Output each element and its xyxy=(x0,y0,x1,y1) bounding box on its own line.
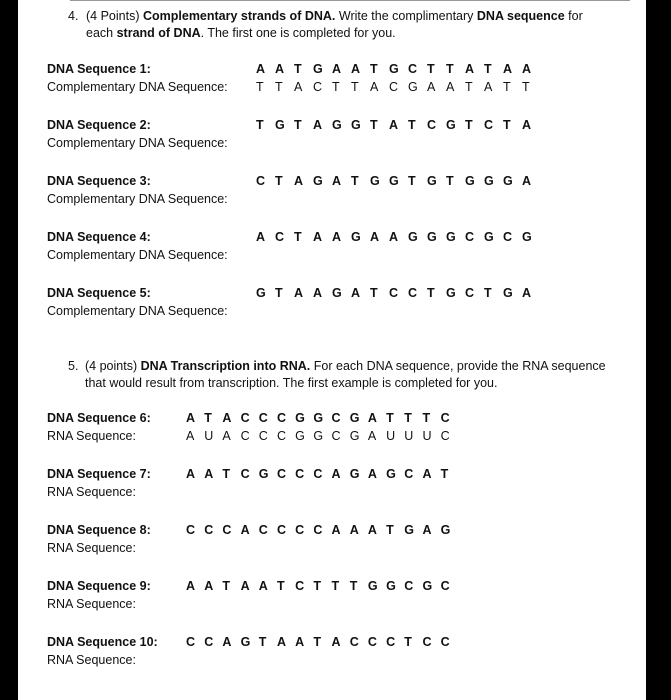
nucleotide-base: A xyxy=(332,62,342,76)
nucleotide-base: T xyxy=(313,635,321,649)
nucleotide-base: T xyxy=(275,286,283,300)
nucleotide-base: G xyxy=(275,118,285,132)
nucleotide-base: A xyxy=(351,62,361,76)
nucleotide-base: A xyxy=(389,230,399,244)
nucleotide-base: A xyxy=(295,635,305,649)
nucleotide-base: C xyxy=(503,230,513,244)
nucleotide-base: C xyxy=(484,118,494,132)
dna-row-sequence xyxy=(256,229,541,246)
nucleotide-base: A xyxy=(186,579,196,593)
nucleotide-base: C xyxy=(440,429,450,443)
dna-row-sub-label: Complementary DNA Sequence: xyxy=(47,80,228,94)
nucleotide-base: A xyxy=(313,118,323,132)
nucleotide-base: T xyxy=(404,635,412,649)
nucleotide-base: A xyxy=(240,579,250,593)
nucleotide-base: T xyxy=(294,230,302,244)
nucleotide-base: A xyxy=(276,635,286,649)
nucleotide-base: T xyxy=(440,467,449,481)
nucleotide-base: T xyxy=(484,62,492,76)
nucleotide-base: A xyxy=(313,230,323,244)
nucleotide-base: A xyxy=(522,174,532,188)
nucleotide-base: A xyxy=(370,80,379,94)
nucleotide-base: T xyxy=(386,411,394,425)
nucleotide-base: C xyxy=(258,429,268,443)
nucleotide-base: A xyxy=(256,62,266,76)
nucleotide-base: T xyxy=(332,80,340,94)
dna-row-sequence xyxy=(256,173,541,190)
nucleotide-base: T xyxy=(427,62,435,76)
nucleotide-base: A xyxy=(351,286,361,300)
rna-row-sequence xyxy=(186,634,459,651)
nucleotide-base: C xyxy=(240,429,250,443)
nucleotide-base: A xyxy=(313,286,323,300)
nucleotide-base: T xyxy=(446,174,454,188)
nucleotide-base: C xyxy=(408,62,418,76)
nucleotide-base: C xyxy=(295,467,305,481)
nucleotide-base: T xyxy=(522,80,530,94)
nucleotide-base: T xyxy=(408,118,416,132)
nucleotide-base: T xyxy=(276,579,285,593)
nucleotide-base: C xyxy=(389,286,399,300)
q4-text: for xyxy=(568,9,583,23)
nucleotide-base: T xyxy=(222,467,231,481)
nucleotide-base: T xyxy=(446,62,454,76)
nucleotide-base: A xyxy=(256,230,266,244)
nucleotide-base: G xyxy=(332,286,342,300)
q5-points: (4 points) xyxy=(85,359,138,373)
nucleotide-base: T xyxy=(465,80,473,94)
nucleotide-base: T xyxy=(427,286,435,300)
nucleotide-base: A xyxy=(522,62,532,76)
rna-row-sequence xyxy=(186,522,459,539)
nucleotide-base: T xyxy=(349,579,358,593)
nucleotide-base: T xyxy=(370,62,378,76)
q5-text: that would result from transcription. The first example is completed for you. xyxy=(85,376,498,390)
nucleotide-base: U xyxy=(422,429,432,443)
nucleotide-base: A xyxy=(222,411,232,425)
nucleotide-base: A xyxy=(422,523,432,537)
nucleotide-base: G xyxy=(295,411,305,425)
nucleotide-base: C xyxy=(258,411,268,425)
nucleotide-base: G xyxy=(427,230,437,244)
nucleotide-base: T xyxy=(275,80,283,94)
nucleotide-base: C xyxy=(204,635,214,649)
dna-row-label: DNA Sequence 3: xyxy=(47,174,151,188)
rna-row-sequence xyxy=(186,410,459,427)
nucleotide-base: C xyxy=(276,411,286,425)
nucleotide-base: G xyxy=(351,230,361,244)
nucleotide-base: G xyxy=(256,286,266,300)
nucleotide-base: G xyxy=(386,467,396,481)
nucleotide-base: G xyxy=(503,286,513,300)
nucleotide-base: T xyxy=(204,411,212,425)
nucleotide-base: G xyxy=(370,174,380,188)
nucleotide-base: C xyxy=(186,523,196,537)
nucleotide-base: C xyxy=(276,429,286,443)
nucleotide-base: A xyxy=(349,523,359,537)
nucleotide-base: G xyxy=(351,118,361,132)
nucleotide-base: A xyxy=(294,80,303,94)
nucleotide-base: G xyxy=(422,579,433,593)
dna-row-sub-label: Complementary DNA Sequence: xyxy=(47,192,228,206)
nucleotide-base: T xyxy=(256,80,264,94)
nucleotide-base: G xyxy=(408,230,418,244)
nucleotide-base: C xyxy=(440,579,450,593)
rna-row-sub-label: RNA Sequence: xyxy=(47,653,136,667)
dna-row-sub-label: Complementary DNA Sequence: xyxy=(47,136,228,150)
question-5-heading xyxy=(68,358,638,392)
nucleotide-base: C xyxy=(313,80,323,94)
nucleotide-base: T xyxy=(503,80,511,94)
dna-row-sub-label: Complementary DNA Sequence: xyxy=(47,248,228,262)
q5-text: For each DNA sequence, provide the RNA sequence xyxy=(313,359,606,373)
nucleotide-base: A xyxy=(186,429,195,443)
q5-number: 5. xyxy=(68,359,79,373)
nucleotide-base: C xyxy=(313,467,323,481)
nucleotide-base: G xyxy=(484,174,494,188)
nucleotide-base: A xyxy=(222,429,231,443)
photo-edge-left xyxy=(0,0,18,700)
rna-row-label: DNA Sequence 6: xyxy=(47,411,151,425)
nucleotide-base: C xyxy=(295,579,305,593)
photo-edge-right xyxy=(646,0,671,700)
nucleotide-base: C xyxy=(276,467,286,481)
nucleotide-base: T xyxy=(484,286,492,300)
nucleotide-base: C xyxy=(258,523,268,537)
nucleotide-base: T xyxy=(256,118,264,132)
nucleotide-base: G xyxy=(313,429,324,443)
nucleotide-base: A xyxy=(204,579,214,593)
nucleotide-base: A xyxy=(446,80,455,94)
nucleotide-base: G xyxy=(386,579,396,593)
nucleotide-base: A xyxy=(522,286,532,300)
nucleotide-base: C xyxy=(422,635,432,649)
nucleotide-base: T xyxy=(370,118,378,132)
nucleotide-base: T xyxy=(351,174,359,188)
nucleotide-base: A xyxy=(332,174,342,188)
nucleotide-base: C xyxy=(367,635,377,649)
nucleotide-base: A xyxy=(240,523,250,537)
nucleotide-base: A xyxy=(275,62,285,76)
nucleotide-base: G xyxy=(349,429,360,443)
nucleotide-base: U xyxy=(386,429,396,443)
nucleotide-base: C xyxy=(331,411,341,425)
q4-text: each xyxy=(86,26,114,40)
nucleotide-base: G xyxy=(446,118,456,132)
nucleotide-base: T xyxy=(370,286,378,300)
nucleotide-base: C xyxy=(389,80,399,94)
nucleotide-base: T xyxy=(404,411,412,425)
nucleotide-base: G xyxy=(404,523,414,537)
dna-row-label: DNA Sequence 4: xyxy=(47,230,151,244)
nucleotide-base: C xyxy=(349,635,359,649)
nucleotide-base: A xyxy=(222,635,232,649)
rna-row-sub-label: RNA Sequence: xyxy=(47,541,136,555)
nucleotide-base: C xyxy=(222,523,232,537)
nucleotide-base: G xyxy=(240,635,251,649)
dna-row-label: DNA Sequence 5: xyxy=(47,286,151,300)
nucleotide-base: A xyxy=(422,467,432,481)
nucleotide-base: G xyxy=(295,429,305,443)
nucleotide-base: T xyxy=(294,62,302,76)
nucleotide-base: G xyxy=(408,80,418,94)
nucleotide-base: A xyxy=(367,429,377,443)
nucleotide-base: T xyxy=(386,523,394,537)
nucleotide-base: A xyxy=(331,523,341,537)
nucleotide-base: G xyxy=(446,286,456,300)
q4-points: (4 Points) xyxy=(86,9,140,23)
nucleotide-base: T xyxy=(422,411,431,425)
nucleotide-base: T xyxy=(313,579,321,593)
nucleotide-base: G xyxy=(313,174,323,188)
dna-row-label: DNA Sequence 2: xyxy=(47,118,151,132)
nucleotide-base: A xyxy=(294,286,304,300)
nucleotide-base: C xyxy=(465,286,475,300)
nucleotide-base: A xyxy=(389,118,399,132)
nucleotide-base: T xyxy=(503,118,511,132)
nucleotide-base: T xyxy=(408,174,416,188)
nucleotide-base: G xyxy=(503,174,513,188)
nucleotide-base: G xyxy=(427,174,437,188)
nucleotide-base: A xyxy=(294,174,304,188)
nucleotide-base: C xyxy=(427,118,437,132)
q4-text: Write the complimentary xyxy=(338,9,474,23)
nucleotide-base: A xyxy=(370,230,380,244)
nucleotide-base: A xyxy=(367,467,377,481)
rna-row-label: DNA Sequence 10: xyxy=(47,635,158,649)
rna-row-sub-label: RNA Sequence: xyxy=(47,485,136,499)
nucleotide-base: C xyxy=(240,467,250,481)
rna-row-sub-label: RNA Sequence: xyxy=(47,597,136,611)
nucleotide-base: T xyxy=(294,118,302,132)
nucleotide-base: G xyxy=(313,411,324,425)
dna-row-sequence xyxy=(256,285,541,302)
nucleotide-base: T xyxy=(275,174,283,188)
rna-row-sub-label: RNA Sequence: xyxy=(47,429,136,443)
nucleotide-base: T xyxy=(351,80,359,94)
nucleotide-base: G xyxy=(389,62,399,76)
rna-row-answer-sequence xyxy=(186,428,459,445)
nucleotide-base: A xyxy=(484,80,493,94)
top-rule xyxy=(70,0,630,1)
nucleotide-base: C xyxy=(256,174,266,188)
nucleotide-base: A xyxy=(367,523,377,537)
q5-title: DNA Transcription into RNA. xyxy=(140,359,311,373)
nucleotide-base: C xyxy=(186,635,196,649)
dna-row-sequence xyxy=(256,117,541,134)
nucleotide-base: C xyxy=(440,635,450,649)
nucleotide-base: C xyxy=(313,523,323,537)
nucleotide-base: A xyxy=(367,411,377,425)
nucleotide-base: G xyxy=(349,467,360,481)
nucleotide-base: A xyxy=(204,467,214,481)
nucleotide-base: C xyxy=(404,579,414,593)
nucleotide-base: G xyxy=(522,230,532,244)
q4-text: . The first one is completed for you. xyxy=(200,26,396,40)
nucleotide-base: A xyxy=(503,62,513,76)
nucleotide-base: C xyxy=(276,523,286,537)
rna-row-label: DNA Sequence 8: xyxy=(47,523,151,537)
nucleotide-base: C xyxy=(275,230,285,244)
nucleotide-base: C xyxy=(240,411,250,425)
rna-row-sequence xyxy=(186,578,459,595)
nucleotide-base: G xyxy=(332,118,342,132)
dna-row-label: DNA Sequence 1: xyxy=(47,62,151,76)
nucleotide-base: T xyxy=(331,579,340,593)
nucleotide-base: C xyxy=(404,467,414,481)
nucleotide-base: A xyxy=(332,230,342,244)
nucleotide-base: C xyxy=(295,523,305,537)
q4-number: 4. xyxy=(68,9,79,23)
nucleotide-base: G xyxy=(258,467,269,481)
nucleotide-base: U xyxy=(404,429,414,443)
nucleotide-base: C xyxy=(440,411,450,425)
nucleotide-base: C xyxy=(204,523,214,537)
nucleotide-base: G xyxy=(465,174,475,188)
nucleotide-base: T xyxy=(258,635,267,649)
nucleotide-base: C xyxy=(331,429,341,443)
nucleotide-base: G xyxy=(367,579,378,593)
nucleotide-base: A xyxy=(522,118,532,132)
dna-row-answer-sequence xyxy=(256,79,541,96)
nucleotide-base: A xyxy=(186,467,196,481)
nucleotide-base: G xyxy=(349,411,360,425)
dna-row-sequence xyxy=(256,61,541,78)
rna-row-label: DNA Sequence 9: xyxy=(47,579,151,593)
nucleotide-base: C xyxy=(408,286,418,300)
nucleotide-base: T xyxy=(222,579,231,593)
nucleotide-base: A xyxy=(331,467,341,481)
nucleotide-base: A xyxy=(331,635,341,649)
nucleotide-base: C xyxy=(465,230,475,244)
nucleotide-base: G xyxy=(313,62,323,76)
nucleotide-base: A xyxy=(427,80,436,94)
nucleotide-base: T xyxy=(465,118,473,132)
q4-bold-dna-sequence: DNA sequence xyxy=(476,9,565,23)
nucleotide-base: G xyxy=(440,523,451,537)
dna-row-sub-label: Complementary DNA Sequence: xyxy=(47,304,228,318)
question-4-heading xyxy=(68,8,638,42)
nucleotide-base: A xyxy=(258,579,268,593)
nucleotide-base: A xyxy=(465,62,475,76)
nucleotide-base: G xyxy=(389,174,399,188)
nucleotide-base: G xyxy=(446,230,456,244)
q4-title: Complementary strands of DNA. xyxy=(142,9,336,23)
nucleotide-base: A xyxy=(186,411,196,425)
nucleotide-base: U xyxy=(204,429,214,443)
q4-bold-strand: strand of DNA xyxy=(116,26,201,40)
rna-row-sequence xyxy=(186,466,459,483)
nucleotide-base: G xyxy=(484,230,494,244)
nucleotide-base: C xyxy=(386,635,396,649)
rna-row-label: DNA Sequence 7: xyxy=(47,467,151,481)
